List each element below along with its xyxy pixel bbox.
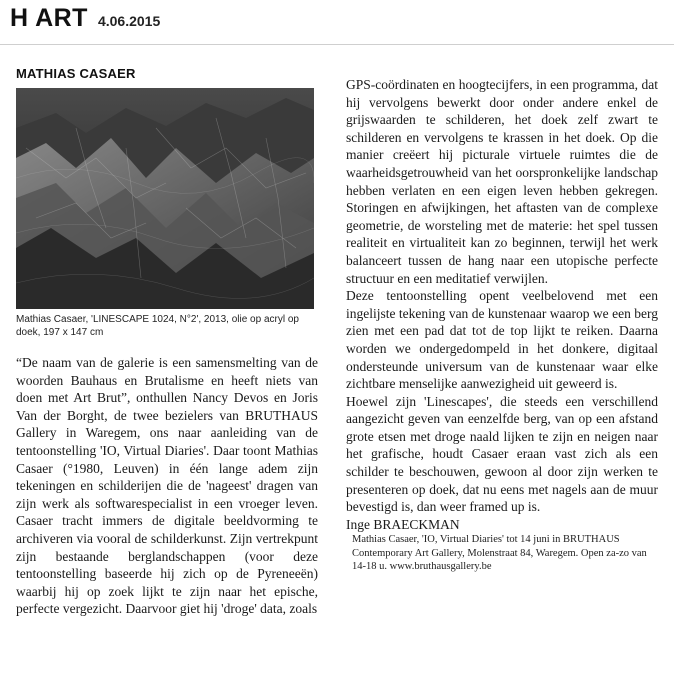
magazine-logo: H ART (10, 4, 88, 32)
artwork-caption: Mathias Casaer, 'LINESCAPE 1024, N°2', 2013, olie op acryl op doek, 197 x 147 cm (16, 314, 299, 338)
article-column-right (346, 76, 658, 573)
masthead (10, 4, 160, 40)
exhibition-info: Mathias Casaer, 'IO, Virtual Diaries' tot 14 juni in BRUTHAUS Contemporary Art Gallery, Molenstraat 84, Waregem. Open za-zo van 14-18 u. www.bruthausgallery.be (352, 534, 647, 572)
article-author: Inge BRAECKMAN (346, 516, 460, 532)
article-column-left (16, 354, 318, 618)
header-divider (0, 44, 674, 45)
article-paragraph-intro: “De naam van de galerie is een samensmelting van de woorden Bauhaus en Brutalisme en heeft niets van doen met Art Brut”, onthullen Nancy Devos en Joris Van der Borght, de twee bezielers van BRUTHAUS Gallery in Waregem, ons naar aanleiding van de tentoonstelling 'IO, Virtual Diaries'. Daar toont Mathias Casaer (°1980, Leuven) in één lange adem zijn tekeningen en schilderijen die de 'nageest' dragen van zijn werk als softwarespecialist in een vroeger leven. Casaer tracht immers de digitale beeldvorming te archiveren via vooral de schilderkunst. Zijn vertrekpunt zijn bestaande berglandschappen (voor deze tentoonstelling baseerde hij zich op de Pyreneeën) waarbij hij op zoek lijkt te zijn naar het epische, perfecte vergezicht. Daarvoor giet hij 'droge' data, zoals (16, 355, 318, 617)
article-paragraph-exhibition: Deze tentoonstelling opent veelbelovend met een ingelijste tekening van de kunstenaar waarop we een berg zien met een pad dat tot de top lijkt te reiken. Daarna worden we ondergedompeld in het donkere, digitaal ondersteunde universum van de kunstenaar waar elke zichtbare menselijke aanwezigheid uit geweerd is. (346, 288, 658, 392)
article-paragraph-continued: GPS-coördinaten en hoogtecijfers, in een programma, dat hij vervolgens bewerkt door onder andere enkel de grijswaarden te schilderen, het doek zelf zwart te schilderen en vervolgens te krassen in het doek. Op die manier creëert hij picturale virtuele ruimtes die de waarheidsgetrouwheid van het oorspronkelijke landschap hebben verlaten en een eigen leven hebben gekregen. Storingen en afwijkingen, het aftasten van de complexe geometrie, de worsteling met de materie: het spel tussen realiteit en virtualiteit kan zo beginnen, terwijl het werk balanceert tussen de hang naar een utopische perfecte structuur en een meditatief verwijlen. (346, 77, 658, 286)
issue-date: 4.06.2015 (97, 13, 161, 29)
article-paragraph-linescapes: Hoewel zijn 'Linescapes', die steeds een verschillend aangezicht geven van eenzelfde berg, van op een afstand grote etsen met droge naald lijken te zijn en neigen naar het grafische, houdt Casaer eraan vast zich als een schilder te beschouwen, gewoon al door zijn werken te presenteren op doek, dat nu eens met nagels aan de muur bevestigd is, dan weer framed up is. (346, 393, 658, 515)
artwork-image (16, 88, 314, 309)
article-byline: MATHIAS CASAER (16, 66, 136, 81)
